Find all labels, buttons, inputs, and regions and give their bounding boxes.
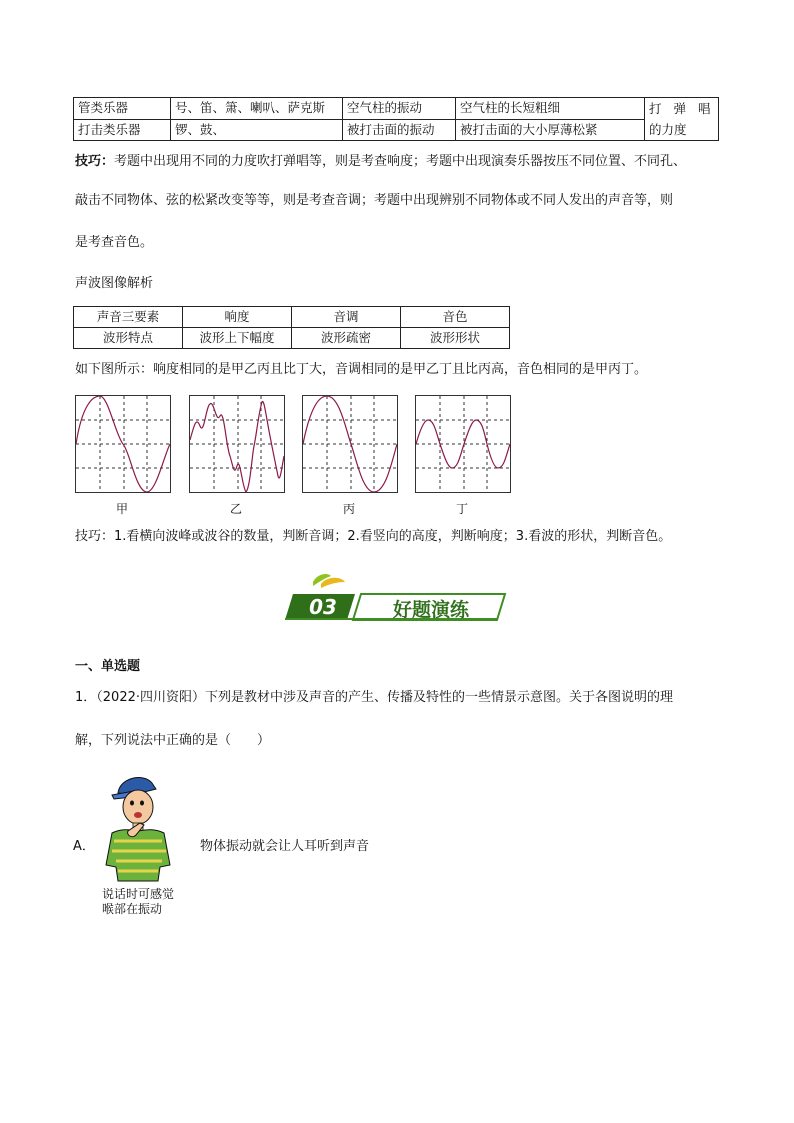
tip-text-line: 是考查音色。 <box>75 235 154 250</box>
waveform-bing <box>302 395 398 493</box>
wave-label: 甲 <box>115 502 128 516</box>
banner-number: 03 <box>309 595 337 619</box>
waveform-ding <box>415 395 511 493</box>
banner-title: 好题演练 <box>392 599 469 621</box>
table-row <box>74 119 719 141</box>
table-row <box>74 98 719 120</box>
tip-text-line: 敲击不同物体、弦的松紧改变等等，则是考查音调；考题中出现辨别不同物体或不同人发出的声音等，则 <box>75 193 674 208</box>
table-cell: 打击类乐器 <box>74 119 171 141</box>
section-title: 声波图像解析 <box>75 276 154 291</box>
sound-elements-table <box>73 306 510 349</box>
table-cell: 被打击面的大小厚薄松紧 <box>456 119 645 141</box>
tip-paragraph-2: 技巧：1.看横向波峰或波谷的数量，判断音调；2.看竖向的高度，判断响度；3.看波的形状，判断音色。 <box>75 529 672 544</box>
table-cell: 号、笛、箫、喇叭、萨克斯 <box>171 98 343 120</box>
waveform-jia <box>75 395 171 493</box>
table-row <box>74 328 510 349</box>
merged-line: 打 弹 唱 <box>649 101 715 116</box>
wave-label: 乙 <box>229 502 242 516</box>
table-cell-merged <box>645 98 719 141</box>
table-cell: 波形上下幅度 <box>183 328 292 349</box>
merged-line: 的力度 <box>649 122 687 137</box>
table-row <box>74 307 510 328</box>
question-text: 1．（2022·四川资阳）下列是教材中涉及声音的产生、传播及特性的一些情景示意图。关于各图说明的理 <box>75 690 673 705</box>
table-cell: 管类乐器 <box>74 98 171 120</box>
tip-text: 考题中出现用不同的力度吹打弹唱等，则是考查响度；考题中出现演奏乐器按压不同位置、不同孔、 <box>114 154 687 169</box>
table-header-cell: 音色 <box>401 307 510 328</box>
table-cell: 波形形状 <box>401 328 510 349</box>
table-cell: 波形特点 <box>74 328 183 349</box>
table-cell: 波形疏密 <box>292 328 401 349</box>
wave-intro: 如下图所示：响度相同的是甲乙丙且比丁大，音调相同的是甲乙丁且比丙高，音色相同的是甲丙丁。 <box>75 362 648 377</box>
tip-paragraph <box>75 152 725 172</box>
table-header-cell: 声音三要素 <box>74 307 183 328</box>
caption-line: 喉部在振动 <box>102 902 163 916</box>
wave-label: 丁 <box>455 502 468 516</box>
caption-line: 说话时可感觉 <box>102 887 175 901</box>
waveform-yi <box>189 395 285 493</box>
section-banner <box>283 572 508 622</box>
instrument-table <box>73 97 719 141</box>
table-cell: 空气柱的长短粗细 <box>456 98 645 120</box>
option-text: 物体振动就会让人耳听到声音 <box>200 839 370 854</box>
talking-boy-illustration <box>90 773 190 883</box>
tip-label: 技巧： <box>75 154 115 169</box>
table-cell: 锣、鼓、 <box>171 119 343 141</box>
question-text: 解，下列说法中正确的是（ ） <box>75 733 271 748</box>
option-label: A． <box>73 839 95 854</box>
table-cell: 被打击面的振动 <box>343 119 456 141</box>
table-header-cell: 音调 <box>292 307 401 328</box>
table-header-cell: 响度 <box>183 307 292 328</box>
section-heading: 一、单选题 <box>75 659 141 674</box>
wave-label: 丙 <box>342 502 355 516</box>
illustration-caption <box>102 887 174 917</box>
table-cell: 空气柱的振动 <box>343 98 456 120</box>
